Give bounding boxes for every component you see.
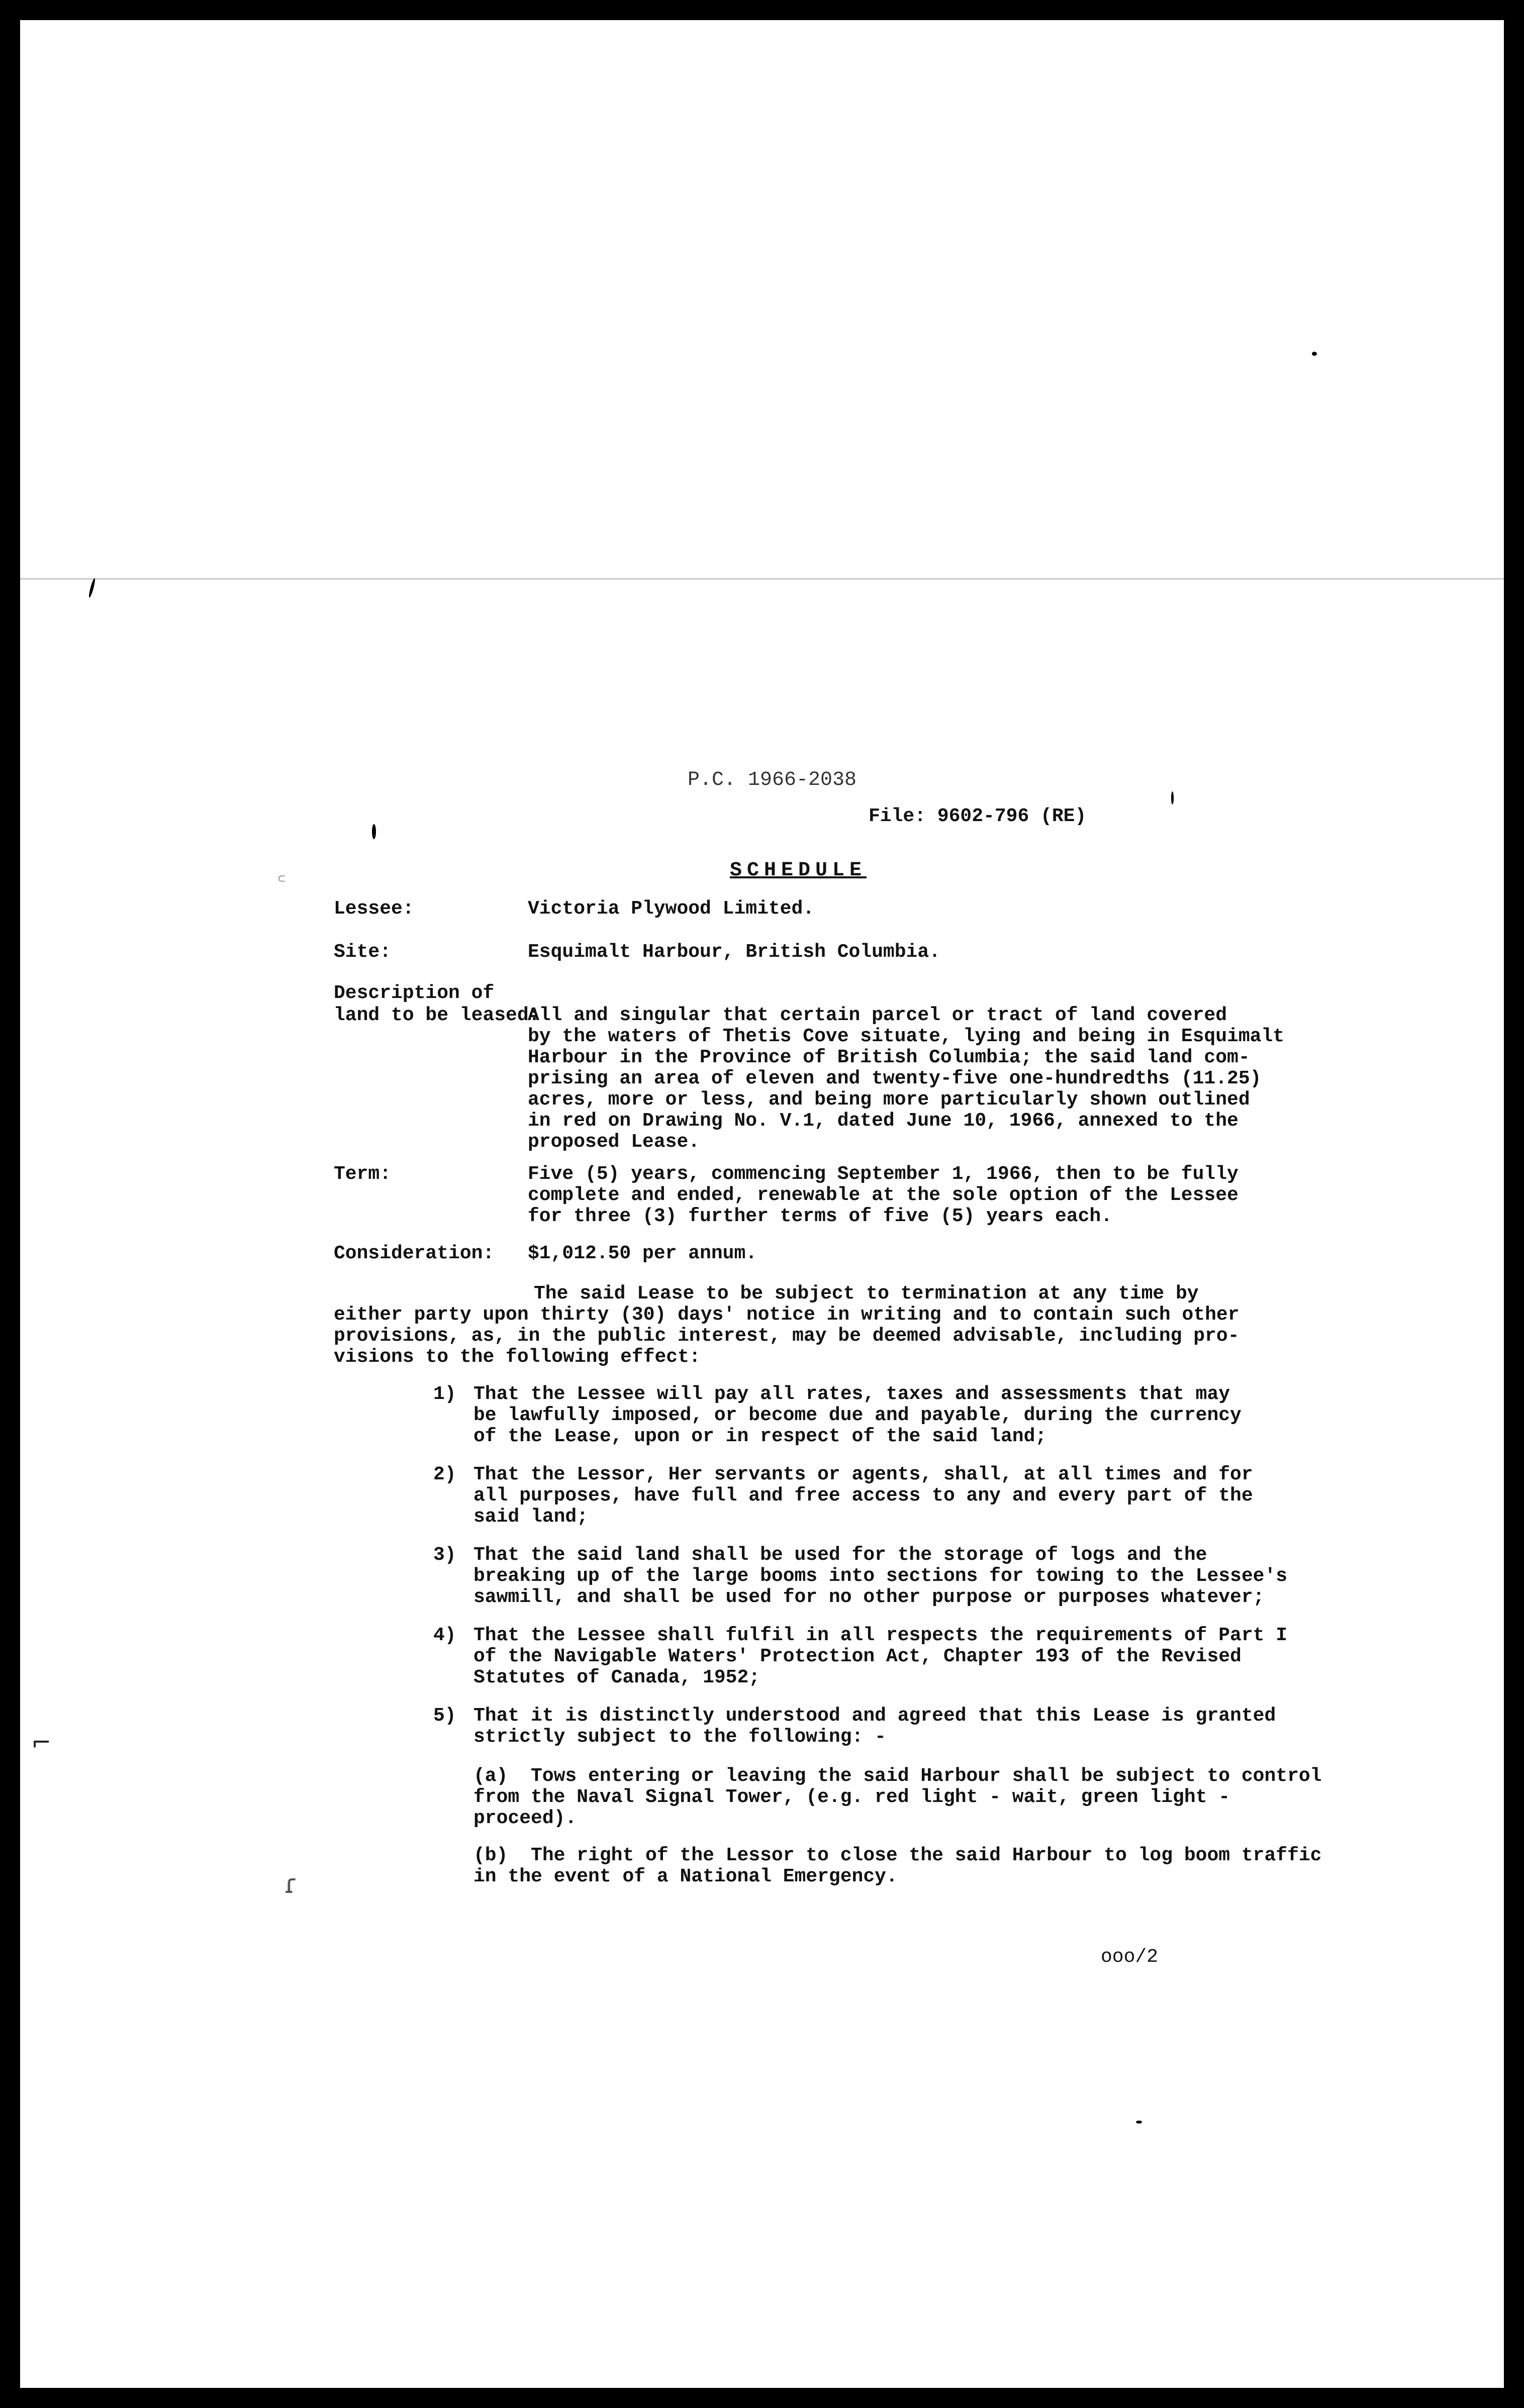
term-label: Term: bbox=[334, 1163, 392, 1185]
item-number: 2) bbox=[433, 1464, 456, 1485]
item-line: strictly subject to the following: - bbox=[473, 1726, 886, 1748]
subitem-line: in the event of a National Emergency. bbox=[473, 1866, 898, 1887]
schedule-title: SCHEDULE bbox=[730, 859, 867, 882]
item-line: breaking up of the large booms into sections for towing to the Lessee's bbox=[473, 1565, 1288, 1587]
item-line: said land; bbox=[473, 1506, 589, 1528]
site-value: Esquimalt Harbour, British Columbia. bbox=[528, 941, 940, 963]
description-line: proposed Lease. bbox=[528, 1131, 700, 1153]
description-label: Description of bbox=[334, 982, 495, 1004]
subitem-line: (a) Tows entering or leaving the said Harbour shall be subject to control bbox=[473, 1765, 1322, 1787]
description-line: in red on Drawing No. V.1, dated June 10, 1966, annexed to the bbox=[528, 1110, 1239, 1132]
file-reference: File: 9602-796 (RE) bbox=[869, 806, 1087, 827]
item-number: 1) bbox=[433, 1383, 456, 1405]
continued-marker: ooo/2 bbox=[1101, 1946, 1159, 1968]
margin-smudge: ɾ bbox=[284, 1869, 298, 1899]
lessee-label: Lessee: bbox=[334, 898, 414, 920]
item-number: 4) bbox=[433, 1625, 456, 1646]
consideration-label: Consideration: bbox=[334, 1243, 495, 1264]
item-line: be lawfully imposed, or become due and payable, during the currency bbox=[473, 1404, 1242, 1426]
intro-line: The said Lease to be subject to termination at any time by bbox=[534, 1283, 1199, 1305]
item-line: of the Lease, upon or in respect of the said land; bbox=[473, 1426, 1047, 1447]
subitem-line: proceed). bbox=[473, 1808, 577, 1829]
pc-number: P.C. 1966-2038 bbox=[688, 769, 857, 791]
item-line: That the said land shall be used for the storage of logs and the bbox=[473, 1544, 1207, 1566]
item-line: That the Lessee will pay all rates, taxes and assessments that may bbox=[473, 1383, 1230, 1405]
speckle bbox=[1171, 791, 1174, 805]
margin-smudge: ꜀ bbox=[277, 857, 286, 885]
description-line: prising an area of eleven and twenty-five one-hundredths (11.25) bbox=[528, 1068, 1262, 1089]
lessee-value: Victoria Plywood Limited. bbox=[528, 898, 815, 920]
speckle bbox=[1136, 2121, 1142, 2124]
item-line: That the Lessee shall fulfil in all respects the requirements of Part I bbox=[473, 1625, 1288, 1646]
item-line: That it is distinctly understood and agreed that this Lease is granted bbox=[473, 1705, 1276, 1727]
item-line: sawmill, and shall be used for no other purpose or purposes whatever; bbox=[473, 1586, 1265, 1608]
term-line: Five (5) years, commencing September 1, 1966, then to be fully bbox=[528, 1163, 1239, 1185]
speckle bbox=[372, 824, 376, 839]
intro-line: either party upon thirty (30) days' notice in writing and to contain such other bbox=[334, 1304, 1240, 1326]
item-number: 3) bbox=[433, 1544, 456, 1566]
item-line: all purposes, have full and free access to any and every part of the bbox=[473, 1485, 1253, 1507]
consideration-value: $1,012.50 per annum. bbox=[528, 1243, 757, 1264]
intro-line: provisions, as, in the public interest, may be deemed advisable, including pro- bbox=[334, 1325, 1240, 1347]
speckle bbox=[1312, 352, 1317, 356]
description-line: All and singular that certain parcel or tract of land covered bbox=[528, 1005, 1227, 1026]
term-line: for three (3) further terms of five (5) years each. bbox=[528, 1206, 1112, 1227]
fold-line bbox=[20, 578, 1504, 580]
site-label: Site: bbox=[334, 941, 392, 963]
subitem-line: (b) The right of the Lessor to close the said Harbour to log boom traffic bbox=[473, 1845, 1322, 1866]
item-line: Statutes of Canada, 1952; bbox=[473, 1667, 760, 1688]
item-line: of the Navigable Waters' Protection Act, Chapter 193 of the Revised bbox=[473, 1646, 1242, 1667]
item-line: That the Lessor, Her servants or agents, shall, at all times and for bbox=[473, 1464, 1253, 1485]
intro-line: visions to the following effect: bbox=[334, 1346, 701, 1368]
margin-smudge: ⌐ bbox=[31, 1729, 52, 1757]
description-line: Harbour in the Province of British Columbia; the said land com- bbox=[528, 1047, 1250, 1068]
item-number: 5) bbox=[433, 1705, 456, 1727]
description-line: by the waters of Thetis Cove situate, lying and being in Esquimalt bbox=[528, 1026, 1285, 1047]
description-label: land to be leased: bbox=[334, 1005, 540, 1026]
description-line: acres, more or less, and being more particularly shown outlined bbox=[528, 1089, 1250, 1111]
subitem-line: from the Naval Signal Tower, (e.g. red light - wait, green light - bbox=[473, 1786, 1230, 1808]
term-line: complete and ended, renewable at the sole option of the Lessee bbox=[528, 1184, 1239, 1206]
